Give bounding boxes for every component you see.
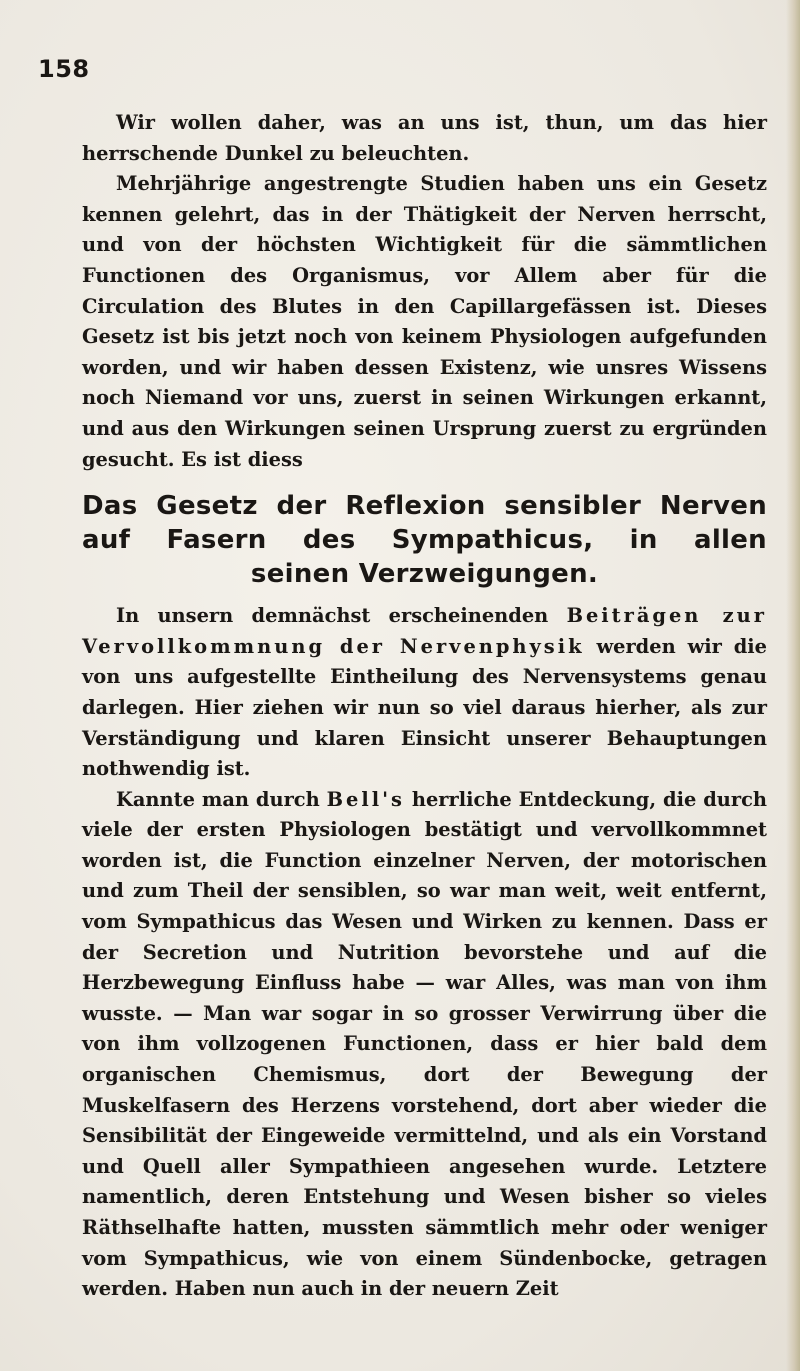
paragraph-4 — [82, 785, 767, 1305]
emphasized-name-bell: Bell's — [326, 787, 405, 811]
heading-line-1: Das Gesetz der Reflexion sensibler Nerven auf Fasern des Sympathicus, in allen — [82, 491, 767, 556]
paragraph-3-rest: werden wir die von uns aufgestellte Eintheilung des Nervensystems genau darlegen. Hier ziehen wir nun so viel daraus hierher, als zur Verständigung und klaren Einsicht unserer Behauptungen nothwendig ist. — [82, 634, 767, 781]
page-number: 158 — [38, 55, 90, 83]
section-heading — [82, 489, 767, 591]
paragraph-3-start: In unsern demnächst erscheinenden — [116, 604, 549, 628]
heading-line-2: seinen Verzweigungen. — [250, 559, 599, 590]
page-edge-shadow — [786, 0, 800, 1371]
emphasized-title: Beiträgen zur Vervollkommnung der Nervenphysik — [82, 604, 767, 658]
paragraph-1: Wir wollen daher, was an uns ist, thun, um das hier herrschende Dunkel zu beleuchten. — [82, 111, 767, 165]
body-text — [82, 108, 767, 1305]
paragraph-3 — [82, 601, 767, 785]
paragraph-2: Mehrjährige angestrengte Studien haben uns ein Gesetz kennen gelehrt, das in der Thätigkeit der Nerven herrscht, und von der höchsten Wichtigkeit für die sämmtlichen Functionen des Organismus, vor Allem aber für die Circulation des Blutes in den Capillargefässen ist. Dieses Gesetz ist bis jetzt noch von keinem Physiologen aufgefunden worden, und wir haben dessen Existenz, wie unsres Wissens noch Niemand vor uns, zuerst in seinen Wirkungen erkannt, und aus den Wirkungen seinen Ursprung zuerst zu ergründen gesucht. Es ist diess — [82, 172, 767, 471]
paragraph-4-rest: herrliche Entdeckung, die durch viele der ersten Physiologen bestätigt und vervollkommnet worden ist, die Function einzelner Nerven, der motorischen und zum Theil der sensiblen, so war man weit, weit entfernt, vom Sympathicus das Wesen und Wirken zu kennen. Dass er der Secretion und Nutrition bevorstehe und auf die Herzbewegung Einfluss habe — war Alles, was man von ihm wusste. — Man war sogar in so grosser Verwirrung über die von ihm vollzogenen Functionen, dass er hier bald dem organischen Chemismus, dort der Bewegung der Muskelfasern des Herzens vorstehend, dort aber wieder die Sensibilität der Eingeweide vermittelnd, und als ein Vorstand und Quell aller Sympathieen angesehen wurde. Letztere namentlich, deren Entstehung und Wesen bisher so vieles Räthselhafte hatten, mussten sämmtlich mehr oder weniger vom Sympathicus, wie von einem Sündenbocke, getragen werden. Haben nun auch in der neuern Zeit — [82, 787, 767, 1301]
paragraph-4-start: Kannte man durch — [116, 787, 320, 811]
